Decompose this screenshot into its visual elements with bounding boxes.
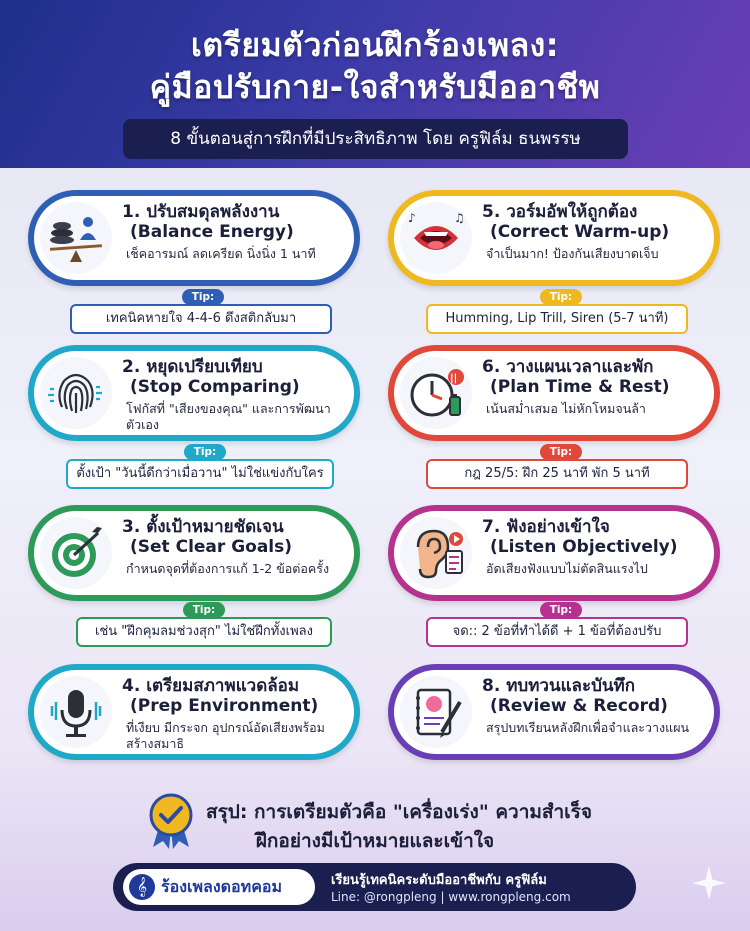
- target-icon: [40, 517, 112, 589]
- tip-label: Tip:: [540, 602, 582, 618]
- svg-text:||: ||: [450, 373, 458, 384]
- clock-icon: [400, 357, 472, 429]
- header-banner: [0, 0, 750, 168]
- tip-label: Tip:: [540, 289, 582, 305]
- step-card-7: [388, 505, 720, 601]
- step-title-en: (Set Clear Goals): [130, 537, 293, 557]
- fingerprint-icon: [40, 357, 112, 429]
- step-description: เน้นสม่ำเสมอ ไม่หักโหมจนล้า: [486, 401, 646, 416]
- tip-box-7: จด:: 2 ข้อที่ทำได้ดี + 1 ข้อที่ต้องปรับ: [426, 617, 688, 647]
- step-description: กำหนดจุดที่ต้องการแก้ 1-2 ข้อต่อครั้ง: [126, 561, 330, 576]
- step-title-en: (Correct Warm-up): [490, 222, 670, 242]
- step-title-en: (Plan Time & Rest): [490, 377, 670, 397]
- step-title: 7. ฟังอย่างเข้าใจ: [482, 517, 610, 537]
- step-title: 5. วอร์มอัพให้ถูกต้อง: [482, 202, 638, 222]
- notebook-icon: [400, 676, 472, 748]
- step-description: จำเป็นมาก! ป้องกันเสียงบาดเจ็บ: [486, 246, 659, 261]
- svg-text:♫: ♫: [454, 211, 465, 225]
- step-card-8: [388, 664, 720, 760]
- footer-tagline: เรียนรู้เทคนิคระดับมืออาชีพกับ ครูฟิล์ม: [331, 873, 547, 888]
- step-description: สรุปบทเรียนหลังฝึกเพื่อจำและวางแผน: [486, 720, 690, 735]
- step-title-en: (Prep Environment): [130, 696, 319, 716]
- tip-box-2: ตั้งเป้า "วันนี้ดีกว่าเมื่อวาน" ไม่ใช่แข่งกับใคร: [66, 459, 334, 489]
- step-title: 4. เตรียมสภาพแวดล้อม: [122, 676, 300, 696]
- summary-line-1: สรุป: การเตรียมตัวคือ "เครื่องเร่ง" ความสำเร็จ: [205, 801, 593, 823]
- brand-logo[interactable]: [123, 869, 315, 905]
- footer-contact[interactable]: Line: @rongpleng | www.rongpleng.com: [331, 890, 571, 904]
- brand-name: ร้องเพลงดอทคอม: [161, 876, 283, 896]
- step-title-en: (Listen Objectively): [490, 537, 678, 557]
- step-description: อัดเสียงฟังแบบไม่ตัดสินแรงไป: [486, 561, 648, 576]
- step-description: โฟกัสที่ "เสียงของคุณ" และการพัฒนาตัวเอง: [126, 401, 331, 432]
- singing-mouth-icon: [400, 202, 472, 274]
- step-description: เช็คอารมณ์ ลดเครียด นิ่งนิ่ง 1 นาที: [126, 246, 316, 261]
- step-title: 8. ทบทวนและบันทึก: [482, 676, 635, 696]
- page-title-line-1: เตรียมตัวก่อนฝึกร้องเพลง:: [190, 26, 560, 64]
- footer-bar: [113, 863, 636, 911]
- step-title: 6. วางแผนเวลาและพัก: [482, 357, 654, 377]
- step-card-5: [388, 190, 720, 286]
- svg-text:♪: ♪: [408, 211, 416, 225]
- summary-line-2: ฝึกอย่างมีเป้าหมายและเข้าใจ: [255, 830, 495, 852]
- step-card-2: [28, 345, 360, 441]
- tip-label: Tip:: [183, 602, 225, 618]
- ear-icon: [400, 517, 472, 589]
- step-card-4: [28, 664, 360, 760]
- step-title: 1. ปรับสมดุลพลังงาน: [122, 202, 280, 222]
- tip-box-6: กฎ 25/5: ฝึก 25 นาที พัก 5 นาที: [426, 459, 688, 489]
- treble-clef-icon: 𝄞: [129, 874, 155, 900]
- step-description: ที่เงียบ มีกระจก อุปกรณ์อัดเสียงพร้อม สร้างสมาธิ: [126, 720, 325, 751]
- tip-box-3: เช่น "ฝึกคุมลมช่วงสุก" ไม่ใช่ฝึกทั้งเพลง: [76, 617, 332, 647]
- step-title: 3. ตั้งเป้าหมายชัดเจน: [122, 517, 284, 537]
- tip-box-1: เทคนิคหายใจ 4-4-6 ดึงสติกลับมา: [70, 304, 332, 334]
- step-title-en: (Stop Comparing): [130, 377, 300, 397]
- step-title: 2. หยุดเปรียบเทียบ: [122, 357, 263, 377]
- page-subtitle: 8 ขั้นตอนสู่การฝึกที่มีประสิทธิภาพ โดย ครูฟิล์ม ธนพรรษ: [123, 119, 628, 159]
- balance-meditation-icon: [40, 202, 112, 274]
- microphone-icon: [40, 676, 112, 748]
- step-title-en: (Review & Record): [490, 696, 668, 716]
- step-title-en: (Balance Energy): [130, 222, 294, 242]
- step-card-1: [28, 190, 360, 286]
- tip-label: Tip:: [184, 444, 226, 460]
- tip-label: Tip:: [182, 289, 224, 305]
- tip-box-5: Humming, Lip Trill, Siren (5-7 นาที): [426, 304, 688, 334]
- step-card-6: [388, 345, 720, 441]
- step-card-3: [28, 505, 360, 601]
- sparkle-icon: [692, 866, 726, 900]
- tip-label: Tip:: [540, 444, 582, 460]
- page-title-line-2: คู่มือปรับกาย-ใจสำหรับมืออาชีพ: [149, 68, 601, 106]
